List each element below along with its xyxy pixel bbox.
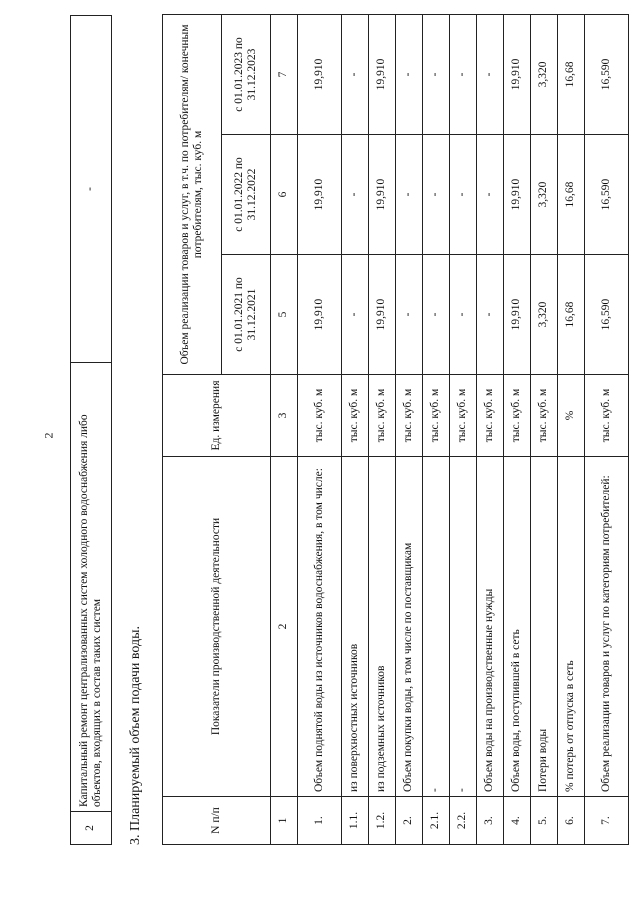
cell-value-2022: - [342,135,369,255]
cell-value-2022: 19,910 [298,135,342,255]
table-row [477,14,504,844]
cell-value-2022: - [423,135,450,255]
cell-num: 5. [531,797,558,845]
cell-label: из подземных источников [369,457,396,797]
table-row [504,14,531,844]
table-row [342,14,369,844]
cell-unit: тыс. куб. м [369,375,396,457]
header-period-2021: с 01.01.2021 по 31.12.2021 [222,255,271,375]
cell-unit: тыс. куб. м [396,375,423,457]
cell-value-2021: 16,590 [585,255,629,375]
cell-value-2021: - [423,255,450,375]
table-row [531,14,558,844]
row-description: Капитальный ремонт централизованных систем холодного водоснабжения либо объектов, входящих в состав таких систем [71,363,112,812]
cell-value-2022: 19,910 [504,135,531,255]
cell-label: Потери воды [531,457,558,797]
cell-value-2023: 16,590 [585,14,629,134]
cell-num: 2.1. [423,797,450,845]
table-row [558,14,585,844]
cell-value-2021: - [450,255,477,375]
cell-num: 1. [298,797,342,845]
cell-value-2023: - [450,14,477,134]
cell-value-2022: - [477,135,504,255]
cell-value-2022: 3,320 [531,135,558,255]
cell-num: 6. [558,797,585,845]
header-row [163,14,222,844]
cell-value-2021: 3,320 [531,255,558,375]
cell-unit: тыс. куб. м [585,375,629,457]
cell-value-2023: 16,68 [558,14,585,134]
cell-value-2021: 19,910 [504,255,531,375]
header-indicator: Показатели производственной деятельности [163,457,271,797]
cell-label: Объем воды на производственные нужды [477,457,504,797]
cell-num: 4. [504,797,531,845]
cell-num: 1.2. [369,797,396,845]
cell-value-2022: 16,590 [585,135,629,255]
cell-num: 1.1. [342,797,369,845]
cell-value-2023: - [423,14,450,134]
cell-label: Объем покупки воды, в том числе по поставщикам [396,457,423,797]
row-value: - [71,16,112,363]
page-number: 2 [41,432,56,439]
cell-value-2023: 3,320 [531,14,558,134]
header-volume-group: Объем реализации товаров и услуг, в т.ч. по потребителям/ конечным потребителям, тыс. куб. м [163,14,222,374]
table-row [298,14,342,844]
cell-unit: тыс. куб. м [504,375,531,457]
cell-value-2023: - [477,14,504,134]
table-row [396,14,423,844]
cell-label: - [423,457,450,797]
cell-value-2022: - [396,135,423,255]
header-period-2022: с 01.01.2022 по 31.12.2022 [222,135,271,255]
cell-unit: тыс. куб. м [450,375,477,457]
cell-value-2021: - [477,255,504,375]
cell-unit: тыс. куб. м [298,375,342,457]
cell-value-2021: 19,910 [369,255,396,375]
cell-num: 2. [396,797,423,845]
col-index: 1 [271,797,298,845]
cell-unit: тыс. куб. м [423,375,450,457]
table-row [71,16,112,845]
cell-label: из поверхностных источников [342,457,369,797]
cell-value-2023: - [396,14,423,134]
capital-repair-table [70,15,112,845]
cell-label: Объем воды, поступившей в сеть [504,457,531,797]
header-unit: Ед. измерения [163,375,271,457]
cell-label: - [450,457,477,797]
cell-value-2021: - [396,255,423,375]
header-period-2023: с 01.01.2023 по 31.12.2023 [222,14,271,134]
col-index: 7 [271,14,298,134]
cell-value-2023: - [342,14,369,134]
cell-unit: тыс. куб. м [477,375,504,457]
column-index-row [271,14,298,844]
cell-unit: тыс. куб. м [342,375,369,457]
header-num: N п/п [163,797,271,845]
table-row [450,14,477,844]
cell-value-2021: - [342,255,369,375]
cell-num: 7. [585,797,629,845]
row-number: 2 [71,812,112,845]
cell-value-2022: 16,68 [558,135,585,255]
col-index: 5 [271,255,298,375]
cell-num: 3. [477,797,504,845]
cell-label: % потерь от отпуска в сеть [558,457,585,797]
water-supply-table [162,14,629,845]
table-row [423,14,450,844]
table-row [369,14,396,844]
cell-label: Объем реализации товаров и услуг по категориям потребителей: [585,457,629,797]
cell-value-2022: - [450,135,477,255]
cell-unit: % [558,375,585,457]
cell-value-2021: 16,68 [558,255,585,375]
col-index: 6 [271,135,298,255]
cell-value-2021: 19,910 [298,255,342,375]
cell-value-2022: 19,910 [369,135,396,255]
cell-num: 2.2. [450,797,477,845]
cell-value-2023: 19,910 [504,14,531,134]
cell-value-2023: 19,910 [298,14,342,134]
col-index: 3 [271,375,298,457]
cell-unit: тыс. куб. м [531,375,558,457]
table-row [585,14,629,844]
section-heading: 3. Планируемый объем подачи воды. [128,625,143,845]
cell-label: Объем поднятой воды из источников водоснабжения, в том числе: [298,457,342,797]
col-index: 2 [271,457,298,797]
cell-value-2023: 19,910 [369,14,396,134]
